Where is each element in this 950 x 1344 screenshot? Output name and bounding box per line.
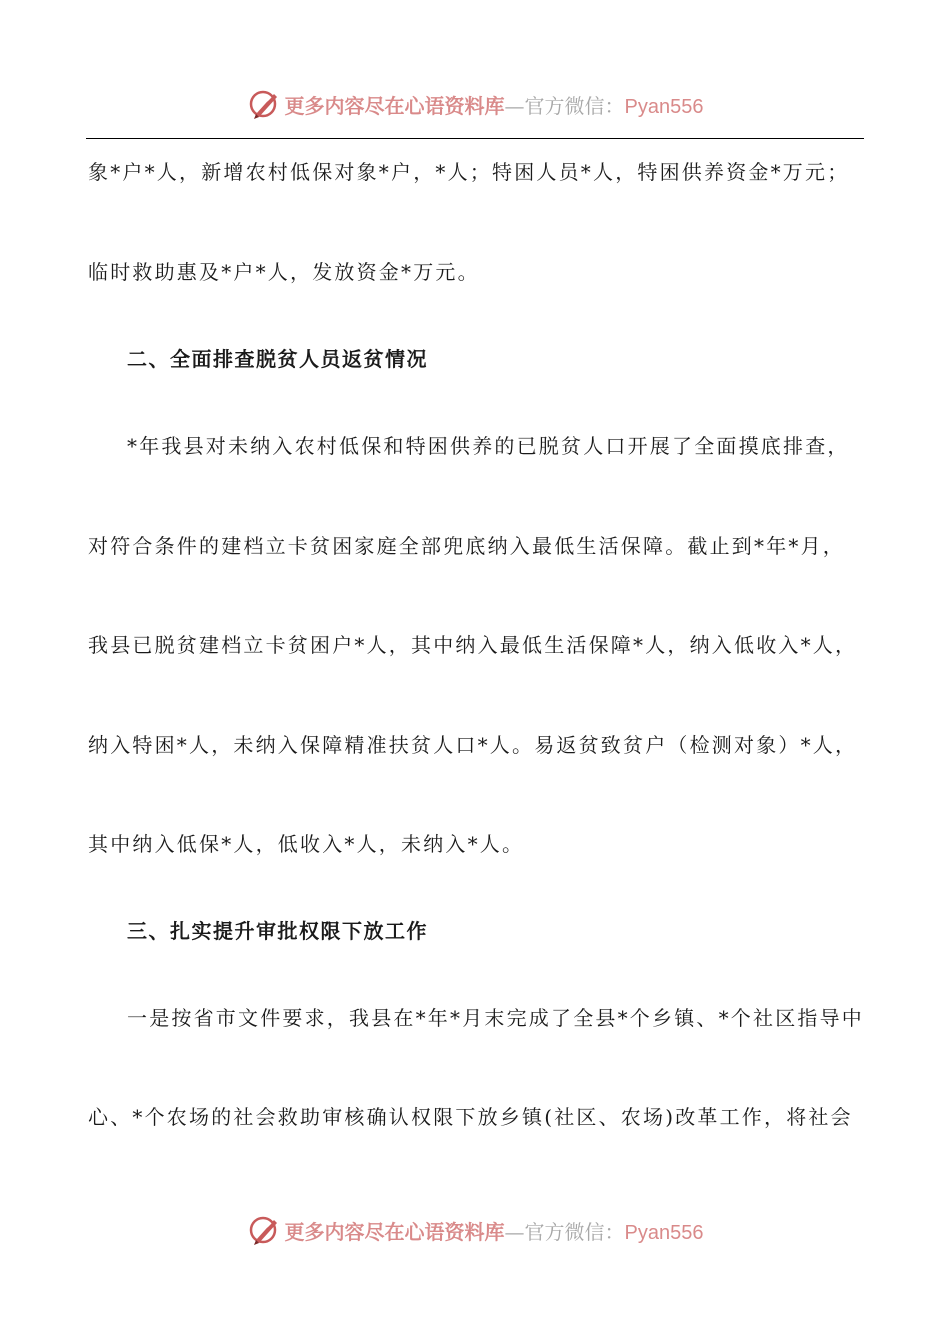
- header-divider: [86, 138, 864, 139]
- body-line: 象*户*人，新增农村低保对象*户，*人；特困人员*人，特困供养资金*万元；: [88, 160, 850, 184]
- pen-logo-icon: [247, 1213, 281, 1247]
- watermark-dash: —: [504, 93, 525, 118]
- watermark-handle: Pyan556: [624, 1221, 704, 1244]
- body-line: 我县已脱贫建档立卡贫困户*人，其中纳入最低生活保障*人，纳入低收入*人，: [88, 633, 858, 657]
- watermark-dash: —: [504, 1219, 525, 1244]
- section-heading-3: 三、扎实提升审批权限下放工作: [127, 919, 428, 943]
- body-line: 一是按省市文件要求，我县在*年*月末完成了全县*个乡镇、*个社区指导中: [127, 1006, 864, 1030]
- watermark-brand: 更多内容尽在心语资料库: [284, 1219, 505, 1244]
- body-line: 其中纳入低保*人，低收入*人，未纳入*人。: [88, 832, 525, 856]
- watermark-wechat-label: 官方微信：: [524, 93, 625, 118]
- pen-logo-icon: [247, 87, 281, 121]
- watermark-handle: Pyan556: [624, 95, 704, 118]
- body-line: 对符合条件的建档立卡贫困家庭全部兜底纳入最低生活保障。截止到*年*月，: [88, 534, 845, 558]
- watermark-wechat-label: 官方微信：: [524, 1219, 625, 1244]
- footer-watermark: [0, 1210, 950, 1250]
- body-line: 纳入特困*人，未纳入保障精准扶贫人口*人。易返贫致贫户（检测对象）*人，: [88, 733, 858, 757]
- watermark-text: [285, 90, 704, 119]
- watermark-text: [285, 1216, 704, 1245]
- body-line: *年我县对未纳入农村低保和特困供养的已脱贫人口开展了全面摸底排查，: [127, 434, 850, 458]
- section-heading-2: 二、全面排查脱贫人员返贫情况: [127, 347, 428, 371]
- watermark-brand: 更多内容尽在心语资料库: [284, 93, 505, 118]
- body-line: 心、*个农场的社会救助审核确认权限下放乡镇(社区、农场)改革工作，将社会: [88, 1105, 853, 1129]
- header-watermark: [0, 84, 950, 124]
- body-line: 临时救助惠及*户*人，发放资金*万元。: [88, 260, 480, 284]
